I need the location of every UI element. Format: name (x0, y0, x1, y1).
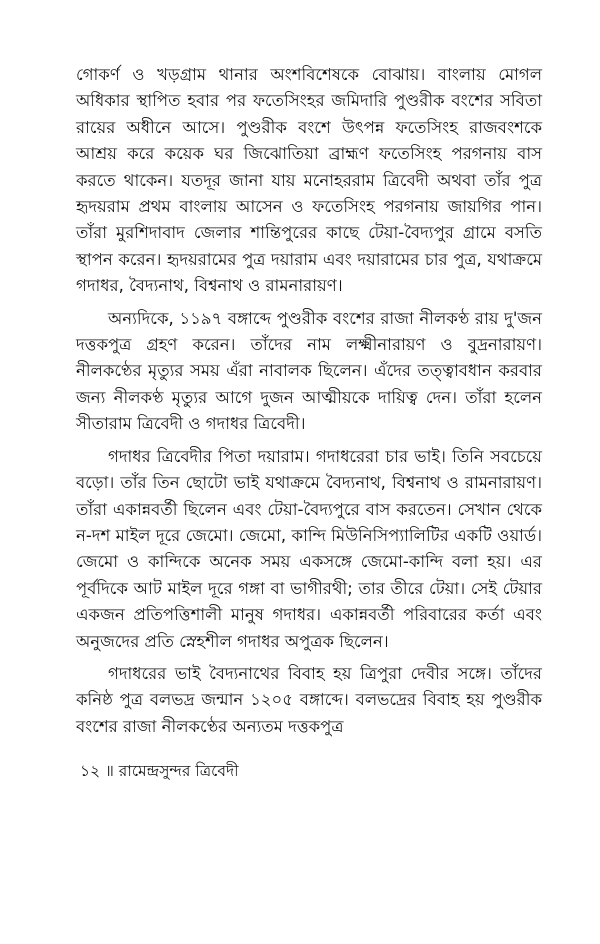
body-text (76, 62, 542, 740)
paragraph: অন্যদিকে, ১১৯৭ বঙ্গাব্দে পুণ্ডরীক বংশের রাজা নীলকণ্ঠ রায় দু'জন দত্তকপুত্র গ্রহণ করেন। তাঁদের নাম লক্ষ্মীনারায়ণ ও বুদ্রনারায়ণ। নীলকণ্ঠের মৃত্যুর সময় এঁরা নাবালক ছিলেন। এঁদের তত্ত্বাবধান করবার জন্য নীলকণ্ঠ মৃত্যুর আগে দুজন আত্মীয়কে দায়িত্ব দেন। তাঁরা হলেন সীতারাম ত্রিবেদী ও গদাধর ত্রিবেদী। (76, 308, 542, 434)
paragraph: গোকর্ণ ও খড়গ্রাম থানার অংশবিশেষকে বোঝায়। বাংলায় মোগল অধিকার স্থাপিত হবার পর ফতেসিংহর জমিদারি পুণ্ডরীক বংশের সবিতা রায়ের অধীনে আসে। পুণ্ডরীক বংশে উৎপন্ন ফতেসিংহ রাজবংশকে আশ্রয় করে কয়েক ঘর জিঝোতিয়া ব্রাহ্মণ ফতেসিংহ পরগনায় বাস করতে থাকেন। যতদূর জানা যায় মনোহররাম ত্রিবেদী অথবা তাঁর পুত্র হৃদয়রাম প্রথম বাংলায় আসেন ও ফতেসিংহ পরগনায় জায়গির পান। তাঁরা মুরশিদাবাদ জেলার শান্তিপুরের কাছে টেয়া-বৈদ্যপুর গ্রামে বসতি স্থাপন করেন। হৃদয়রামের পুত্র দয়ারাম এবং দয়ারামের চার পুত্র, যথাক্রমে গদাধর, বৈদ্যনাথ, বিশ্বনাথ ও রামনারায়ণ। (76, 65, 542, 296)
page-footer (80, 760, 239, 782)
footer-separator: ॥ (105, 762, 114, 780)
paragraph: গদাধর ত্রিবেদীর পিতা দয়ারাম। গদাধরেরা চার ভাই। তিনি সবচেয়ে বড়ো। তাঁর তিন ছোটো ভাই যথাক্রমে বৈদ্যনাথ, বিশ্বনাথ ও রামনারায়ণ। তাঁরা একান্নবর্তী ছিলেন এবং টেয়া-বৈদ্যপুরে বাস করতেন। সেখান থেকে ন-দশ মাইল দূরে জেমো। জেমো, কান্দি মিউনিসিপ্যালিটির একটি ওয়ার্ড। জেমো ও কান্দিকে অনেক সময় একসঙ্গে জেমো-কান্দি বলা হয়। এর পূর্বদিকে আট মাইল দূরে গঙ্গা বা ভাগীরথী; তার তীরে টেয়া। সেই টেয়ার একজন প্রতিপত্তিশালী মানুষ গদাধর। একান্নবর্তী পরিবারের কর্তা এবং অনুজদের প্রতি স্নেহশীল গদাধর অপুত্রক ছিলেন। (76, 446, 542, 651)
paragraph: গদাধরের ভাই বৈদ্যনাথের বিবাহ হয় ত্রিপুরা দেবীর সঙ্গে। তাঁদের কনিষ্ঠ পুত্র বলভদ্র জন্মান ১২০৫ বঙ্গাব্দে। বলভদ্রের বিবাহ হয় পুণ্ডরীক বংশের রাজা নীলকণ্ঠের অন্যতম দত্তকপুত্র (76, 663, 542, 736)
page-number: ১২ (80, 762, 101, 780)
running-head: রামেন্দ্রসুন্দর ত্রিবেদী (118, 762, 239, 780)
